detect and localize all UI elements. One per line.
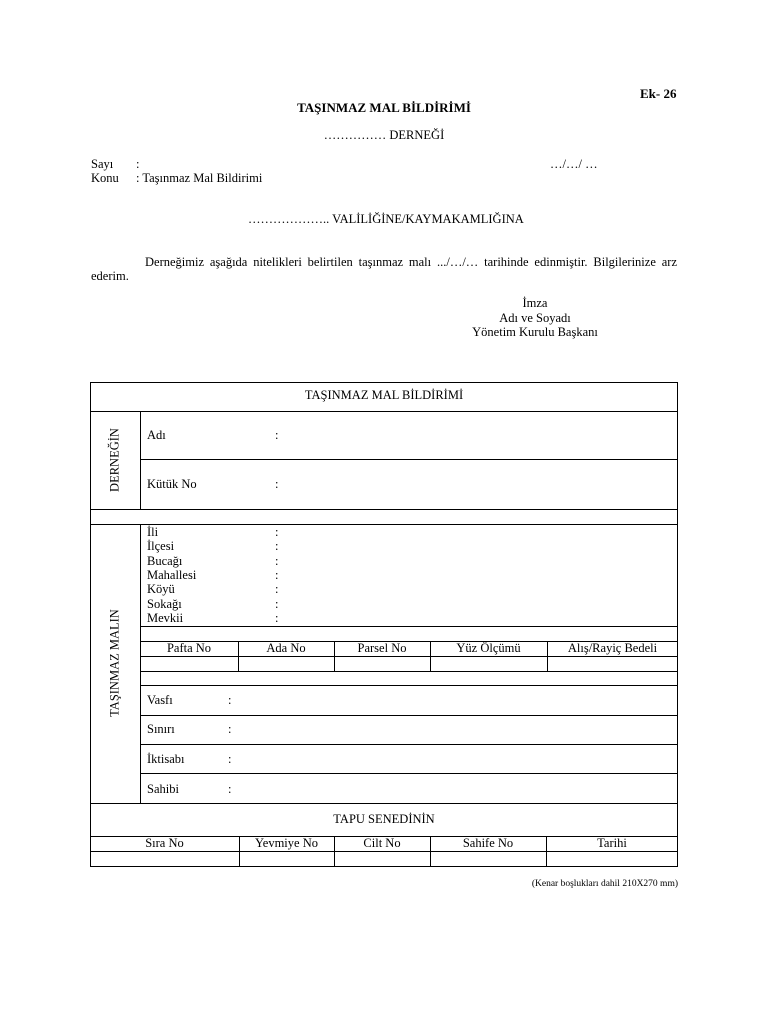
field-colon: : (275, 611, 279, 625)
street-label: Sokağı (147, 597, 182, 611)
divider (90, 851, 678, 852)
parcel-header-pafta: Pafta No (166, 641, 212, 655)
signature-name: Adı ve Soyadı (499, 311, 571, 325)
date-placeholder: …/…/ … (550, 157, 598, 171)
association-section-label: DERNEĞİN (107, 428, 122, 492)
divider (140, 656, 678, 657)
divider (140, 744, 678, 745)
divider (430, 836, 431, 867)
sayi-label: Sayı (91, 157, 114, 171)
deed-header-cilt: Cilt No (363, 836, 401, 850)
boundary-label: Sınırı (147, 722, 175, 736)
association-name-label: Adı (147, 428, 166, 442)
divider (90, 411, 678, 412)
registry-number-label: Kütük No (147, 477, 197, 491)
owner-label: Sahibi (147, 782, 179, 796)
town-label: Bucağı (147, 554, 183, 568)
parcel-header-area: Yüz Ölçümü (456, 641, 521, 655)
divider (140, 626, 678, 627)
annex-number: Ek- 26 (640, 86, 677, 101)
field-colon: : (275, 582, 279, 596)
parcel-header-parsel: Parsel No (357, 641, 407, 655)
deed-section-title: TAPU SENEDİNİN (333, 812, 435, 826)
field-colon: : (275, 525, 279, 539)
divider (140, 459, 678, 460)
divider (90, 509, 678, 510)
form-title: TAŞINMAZ MAL BİLDİRİMİ (304, 388, 464, 402)
acquisition-label: İktisabı (147, 752, 185, 766)
divider (140, 671, 678, 672)
locality-label: Mevkii (147, 611, 184, 625)
konu-value: : Taşınmaz Mal Bildirimi (136, 171, 263, 185)
signature-role: Yönetim Kurulu Başkanı (472, 325, 598, 339)
divider (239, 836, 240, 867)
deed-header-sahife: Sahife No (462, 836, 514, 850)
field-colon: : (275, 597, 279, 611)
district-label: İlçesi (147, 539, 175, 553)
divider (90, 803, 678, 804)
field-colon: : (228, 693, 232, 707)
association-name-colon: : (275, 428, 279, 442)
divider (547, 641, 548, 671)
signature-imza: İmza (522, 296, 548, 310)
divider (140, 685, 678, 686)
field-colon: : (228, 752, 232, 766)
property-section-label: TAŞINMAZ MALIN (107, 609, 122, 717)
association-line: …………… DERNEĞİ (323, 128, 445, 142)
deed-header-sira: Sıra No (145, 836, 184, 850)
parcel-header-value: Alış/Rayiç Bedeli (567, 641, 658, 655)
village-label: Köyü (147, 582, 175, 596)
field-colon: : (275, 568, 279, 582)
body-text-line2: ederim. (91, 269, 129, 283)
divider (334, 836, 335, 867)
deed-header-tarih: Tarihi (597, 836, 627, 850)
deed-header-yevmiye: Yevmiye No (255, 836, 318, 850)
parcel-header-ada: Ada No (266, 641, 306, 655)
footnote: (Kenar boşlukları dahil 210X270 mm) (531, 879, 678, 889)
divider (140, 715, 678, 716)
konu-label: Konu (91, 171, 119, 185)
divider (334, 641, 335, 671)
divider (430, 641, 431, 671)
field-colon: : (275, 539, 279, 553)
document-title: TAŞINMAZ MAL BİLDİRİMİ (297, 100, 471, 115)
divider (140, 411, 141, 509)
divider (238, 641, 239, 671)
neighborhood-label: Mahallesi (147, 568, 197, 582)
field-colon: : (275, 554, 279, 568)
divider (140, 773, 678, 774)
sayi-colon: : (136, 157, 140, 171)
province-label: İli (147, 525, 159, 539)
addressee: ……………….. VALİLİĞİNE/KAYMAKAMLIĞINA (248, 212, 524, 226)
field-colon: : (228, 722, 232, 736)
divider (140, 524, 141, 803)
field-colon: : (228, 782, 232, 796)
quality-label: Vasfı (147, 693, 173, 707)
divider (90, 524, 678, 525)
registry-number-colon: : (275, 477, 279, 491)
body-text-line1: Derneğimiz aşağıda nitelikleri belirtilen taşınmaz malı .../…/… tarihinde edinmiştir. Bilgilerinize arz (145, 255, 677, 269)
divider (546, 836, 547, 867)
